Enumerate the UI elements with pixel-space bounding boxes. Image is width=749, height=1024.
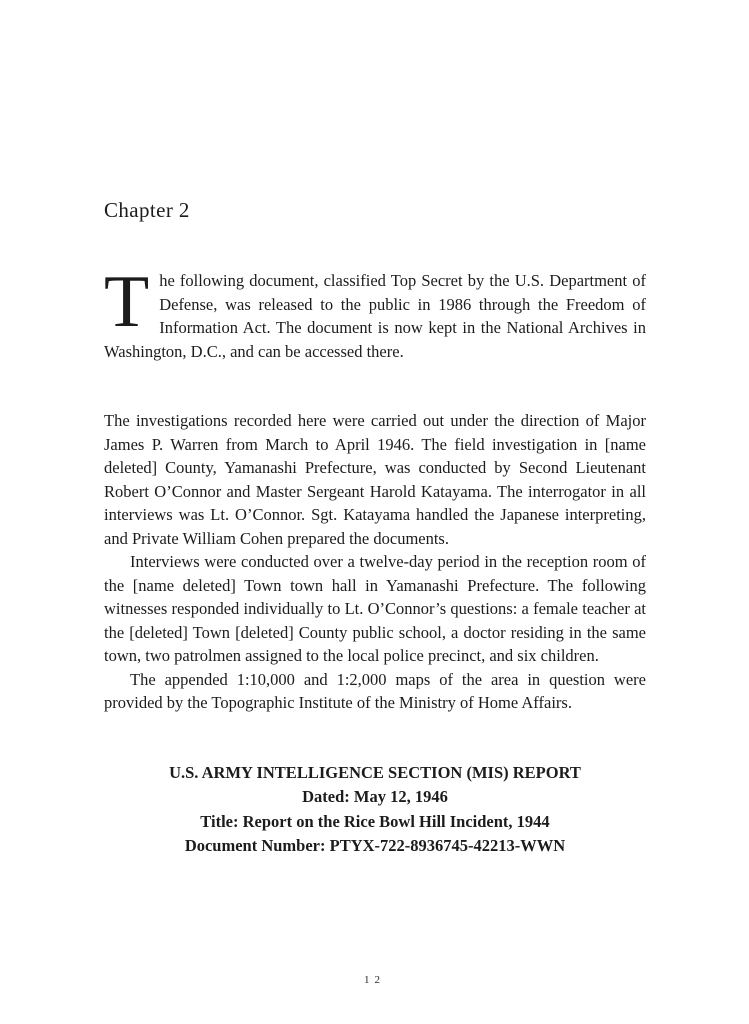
- drop-cap: T: [104, 261, 150, 343]
- report-header-block: [104, 761, 646, 859]
- page-number: 12: [364, 974, 385, 986]
- report-subject-line: Title: Report on the Rice Bowl Hill Incident, 1944: [200, 811, 550, 831]
- paragraph-interviews: Interviews were conducted over a twelve-day period in the reception room of the [name deleted] Town town hall in Yamanashi Prefecture. The following witnesses responded individually to Lt. O’Connor’s questions: a female teacher at the [deleted] Town [deleted] County public school, a doctor residing in the same town, two patrolmen assigned to the local police precinct, and six children.: [104, 552, 646, 665]
- report-title-line: U.S. ARMY INTELLIGENCE SECTION (MIS) REPORT: [169, 762, 581, 782]
- opening-paragraph: [104, 261, 646, 363]
- report-date-line: Dated: May 12, 1946: [302, 787, 448, 806]
- opening-paragraph-text: he following document, classified Top Secret by the U.S. Department of Defense, was released to the public in 1986 through the Freedom of Information Act. The document is now kept in the National Archives in Washington, D.C., and can be accessed there.: [104, 271, 646, 361]
- page-content: [104, 198, 646, 859]
- report-document-number-line: Document Number: PTYX-722-8936745-42213-WWN: [184, 836, 566, 855]
- paragraph-investigations: The investigations recorded here were carried out under the direction of Major James P. Warren from March to April 1946. The field investigation in [name deleted] County, Yamanashi Prefecture, was conducted by Second Lieutenant Robert O’Connor and Master Sergeant Harold Katayama. The interrogator in all interviews was Lt. O’Connor. Sgt. Katayama handled the Japanese interpreting, and Private William Cohen prepared the documents.: [104, 411, 646, 548]
- paragraph-maps: The appended 1:10,000 and 1:2,000 maps of the area in question were provided by the Topographic Institute of the Ministry of Home Affairs.: [104, 669, 646, 712]
- chapter-title: Chapter 2: [104, 198, 190, 222]
